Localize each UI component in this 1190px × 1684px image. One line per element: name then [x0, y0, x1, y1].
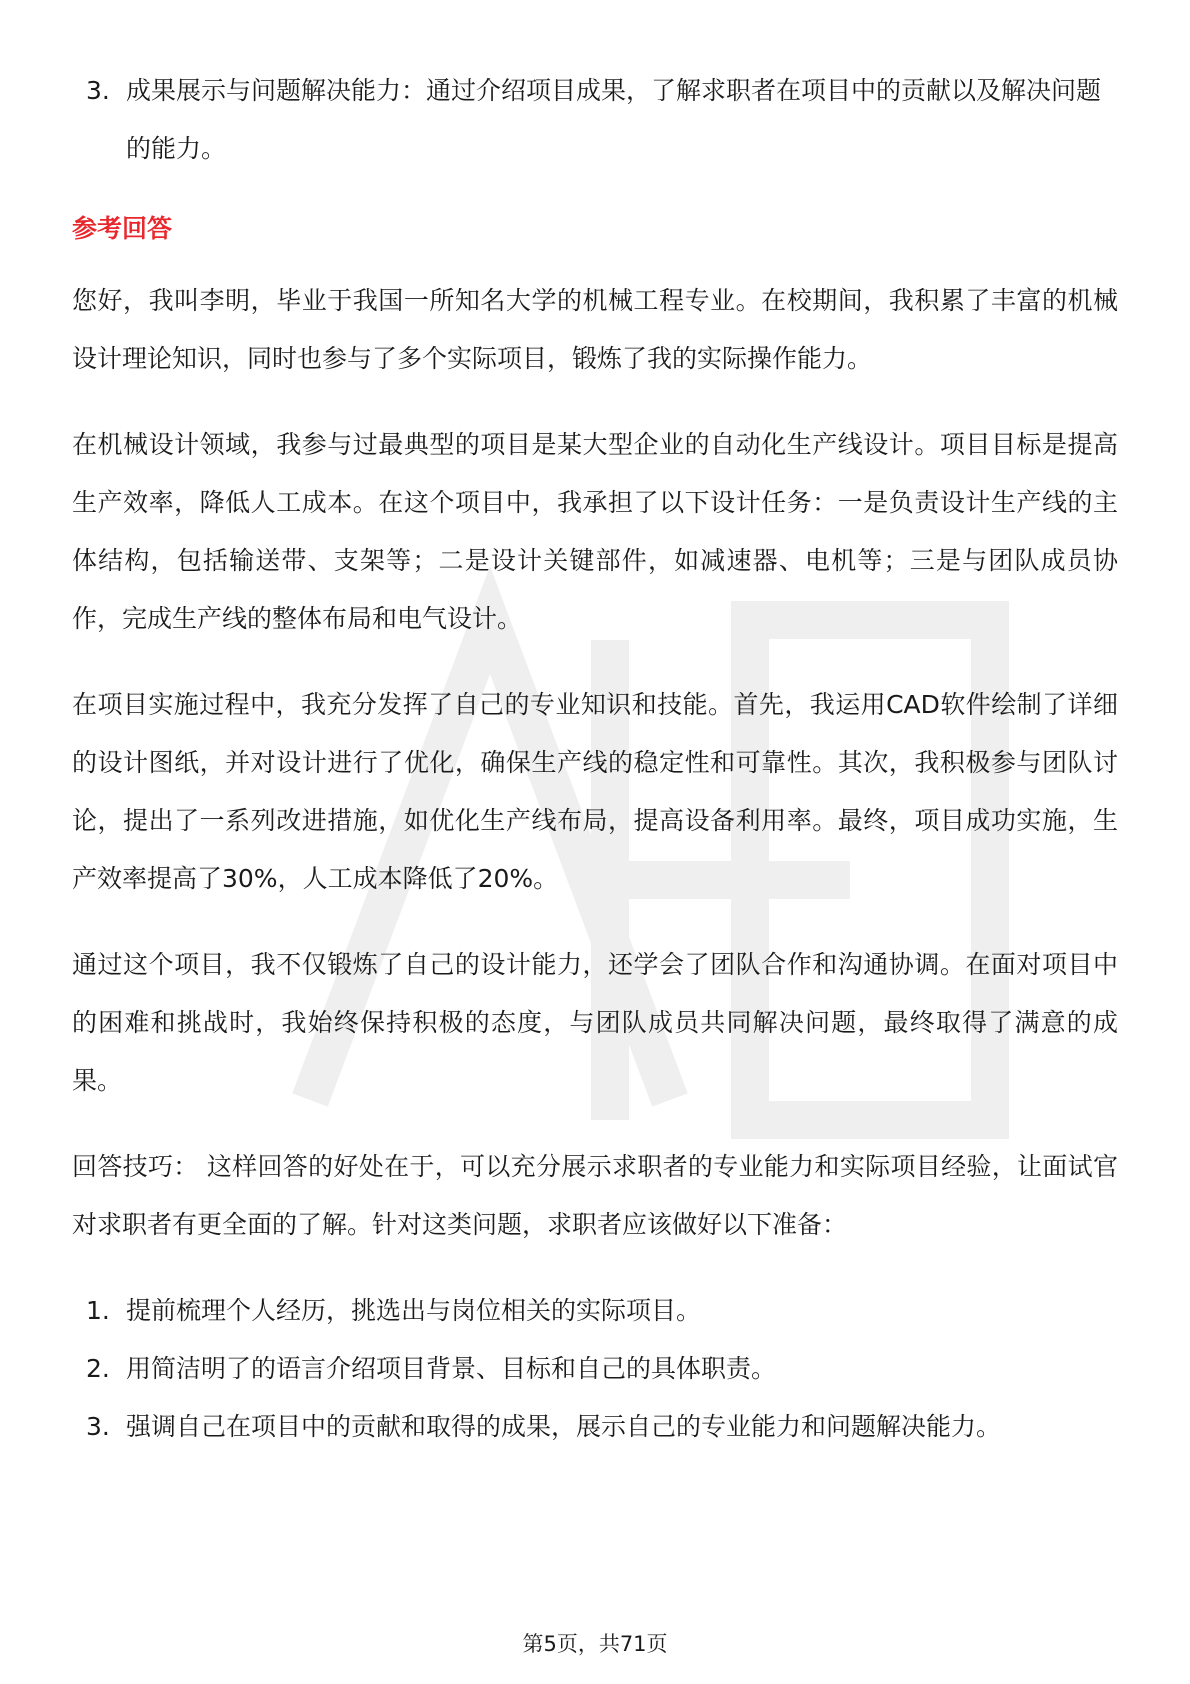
paragraph-project: 在机械设计领域，我参与过最典型的项目是某大型企业的自动化生产线设计。项目目标是提高生产效率，降低人工成本。在这个项目中，我承担了以下设计任务：一是负责设计生产线的主体结构，包括输送带、支架等；二是设计关键部件，如减速器、电机等；三是与团队成员协作，完成生产线的整体布局和电气设计。	[72, 430, 1118, 633]
page-footer: 第5页，共71页	[522, 1632, 668, 1656]
list-text: 成果展示与问题解决能力：通过介绍项目成果，了解求职者在项目中的贡献以及解决问题的能力。	[126, 76, 1102, 163]
list-number: 1.	[86, 1296, 110, 1325]
list-number: 2.	[86, 1354, 110, 1383]
list-number: 3.	[86, 1412, 110, 1441]
paragraph-intro: 您好，我叫李明，毕业于我国一所知名大学的机械工程专业。在校期间，我积累了丰富的机械设计理论知识，同时也参与了多个实际项目，锻炼了我的实际操作能力。	[72, 286, 1118, 373]
paragraph-summary: 通过这个项目，我不仅锻炼了自己的设计能力，还学会了团队合作和沟通协调。在面对项目中的困难和挑战时，我始终保持积极的态度，与团队成员共同解决问题，最终取得了满意的成果。	[72, 950, 1118, 1095]
tips-list	[72, 1282, 1118, 1456]
list-text: 强调自己在项目中的贡献和取得的成果，展示自己的专业能力和问题解决能力。	[126, 1412, 1002, 1441]
paragraph-tips: 回答技巧： 这样回答的好处在于，可以充分展示求职者的专业能力和实际项目经验，让面试官对求职者有更全面的了解。针对这类问题，求职者应该做好以下准备：	[72, 1152, 1118, 1239]
section-heading: 参考回答	[72, 214, 173, 243]
list-item	[72, 1398, 1118, 1456]
list-number: 3.	[86, 76, 110, 105]
list-item	[72, 1282, 1118, 1340]
evaluation-list	[72, 62, 1118, 178]
document-body	[72, 62, 1118, 1456]
paragraph-implementation: 在项目实施过程中，我充分发挥了自己的专业知识和技能。首先，我运用CAD软件绘制了详细的设计图纸，并对设计进行了优化，确保生产线的稳定性和可靠性。其次，我积极参与团队讨论，提出了一系列改进措施，如优化生产线布局，提高设备利用率。最终，项目成功实施，生产效率提高了30%，人工成本降低了20%。	[72, 690, 1118, 893]
list-item	[72, 1340, 1118, 1398]
list-text: 用简洁明了的语言介绍项目背景、目标和自己的具体职责。	[126, 1354, 777, 1383]
list-text: 提前梳理个人经历，挑选出与岗位相关的实际项目。	[126, 1296, 702, 1325]
list-item	[72, 62, 1118, 178]
